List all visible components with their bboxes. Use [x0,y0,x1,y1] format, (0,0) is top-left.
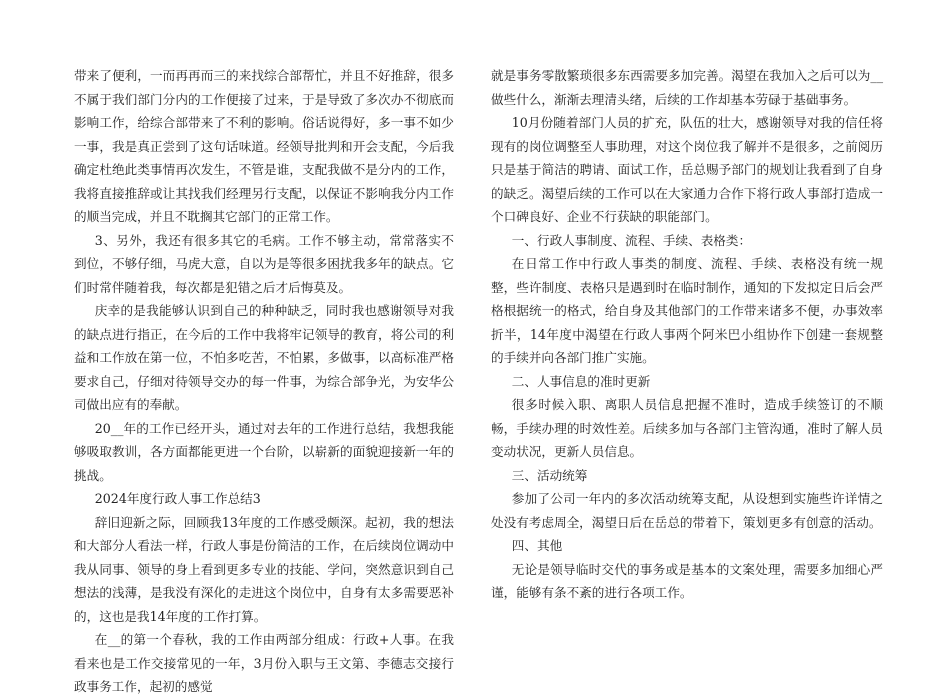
paragraph: 庆幸的是我能够认识到自己的种种缺乏，同时我也感谢领导对我的缺点进行指正，在今后的工作中我将牢记领导的教育，将公司的利益和工作放在第一位，不怕多吃苦，不怕累，多做事，以高标准严格要求自己，仔细对待领导交办的每一件事，为综合部争光，为安华公司做出应有的奉献。 [74,303,454,412]
paragraph: 带来了便利，一而再再而三的来找综合部帮忙，并且不好推辞，很多不属于我们部门分内的工作便接了过来，于是导致了多次办不彻底而影响工作，给综合部带来了不利的影响。俗话说得好，多一事不如少一事，我是真正尝到了这句话味道。经领导批判和开会支配，今后我确定杜绝此类事情再次发生，不管是谁，支配我做不是分内的工作，我将直接推辞或让其找我们经理另行支配，以保证不影响我分内工作的顺当完成，并且不耽搁其它部门的正常工作。 [74,68,454,224]
paragraph: 在__的第一个春秋，我的工作由两部分组成：行政+人事。在我看来也是工作交接常见的一年，3月份入职与王文第、李德志交接行政事务工作，起初的感觉 [74,632,454,694]
section-heading: 三、活动统筹 [511,467,588,483]
section-heading: 一、行政人事制度、流程、手续、表格类： [511,232,752,248]
section-heading: 四、其他 [511,538,563,553]
paragraph: 参加了公司一年内的多次活动统筹支配，从设想到实施些许详情之处没有考虑周全，渴望日后在岳总的带着下，策划更多有创意的活动。 [491,491,883,530]
section-title: 2024年度行政人事工作总结3 [94,491,261,506]
paragraph: 20__年的工作已经开头，通过对去年的工作进行总结，我想我能够吸取教训，各方面都能更进一个台阶，以崭新的面貌迎接新一年的挑战。 [74,420,454,483]
left-column [74,64,454,699]
paragraph: 无论是领导临时交代的事务或是基本的文案处理，需要多加细心严谨，能够有条不紊的进行各项工作。 [491,561,883,600]
paragraph: 10月份随着部门人员的扩充，队伍的壮大，感谢领导对我的信任将现有的岗位调整至人事助理，对这个岗位我了解并不是很多，之前阅历只是基于简洁的聘请、面试工作，岳总赐予部门的规划让我看到了自身的缺乏。渴望后续的工作可以在大家通力合作下将行政人事部打造成一个口碑良好、企业不行获缺的职能部门。 [491,115,883,224]
paragraph: 很多时候入职、离职人员信息把握不准时，造成手续签订的不顺畅，手续办理的时效性差。后续多加与各部门主管沟通，准时了解人员变动状况，更新人员信息。 [491,397,883,459]
paragraph: 3、另外，我还有很多其它的毛病。工作不够主动，常常落实不到位，不够仔细，马虎大意，自以为是等很多困扰我多年的缺点。它们时常伴随着我，每次都是犯错之后才后悔莫及。 [74,232,454,295]
paragraph: 辞旧迎新之际，回顾我13年度的工作感受颇深。起初，我的想法和大部分人看法一样，行政人事是份简洁的工作，在后续岗位调动中我从同事、领导的身上看到更多专业的技能、学问，突然意识到自己想法的浅薄，是我没有深化的走进这个岗位中，自身有太多需要恶补的，这也是我14年度的工作打算。 [74,514,454,624]
paragraph: 在日常工作中行政人事类的制度、流程、手续、表格没有统一规整，些许制度、表格只是遇到时在临时制作，通知的下发拟定日后会严格根据统一的格式，给自身及其他部门的工作带来诸多不便，办事效率折半，14年度中渴望在行政人事两个阿米巴小组协作下创建一套规整的手续并向各部门推广实施。 [491,256,883,365]
right-column [491,64,883,605]
section-heading: 二、人事信息的准时更新 [511,373,651,389]
paragraph: 就是事务零散繁琐很多东西需要多加完善。渴望在我加入之后可以为__做些什么，渐渐去理清头绪，后续的工作却基本劳碌于基础事务。 [491,68,883,107]
